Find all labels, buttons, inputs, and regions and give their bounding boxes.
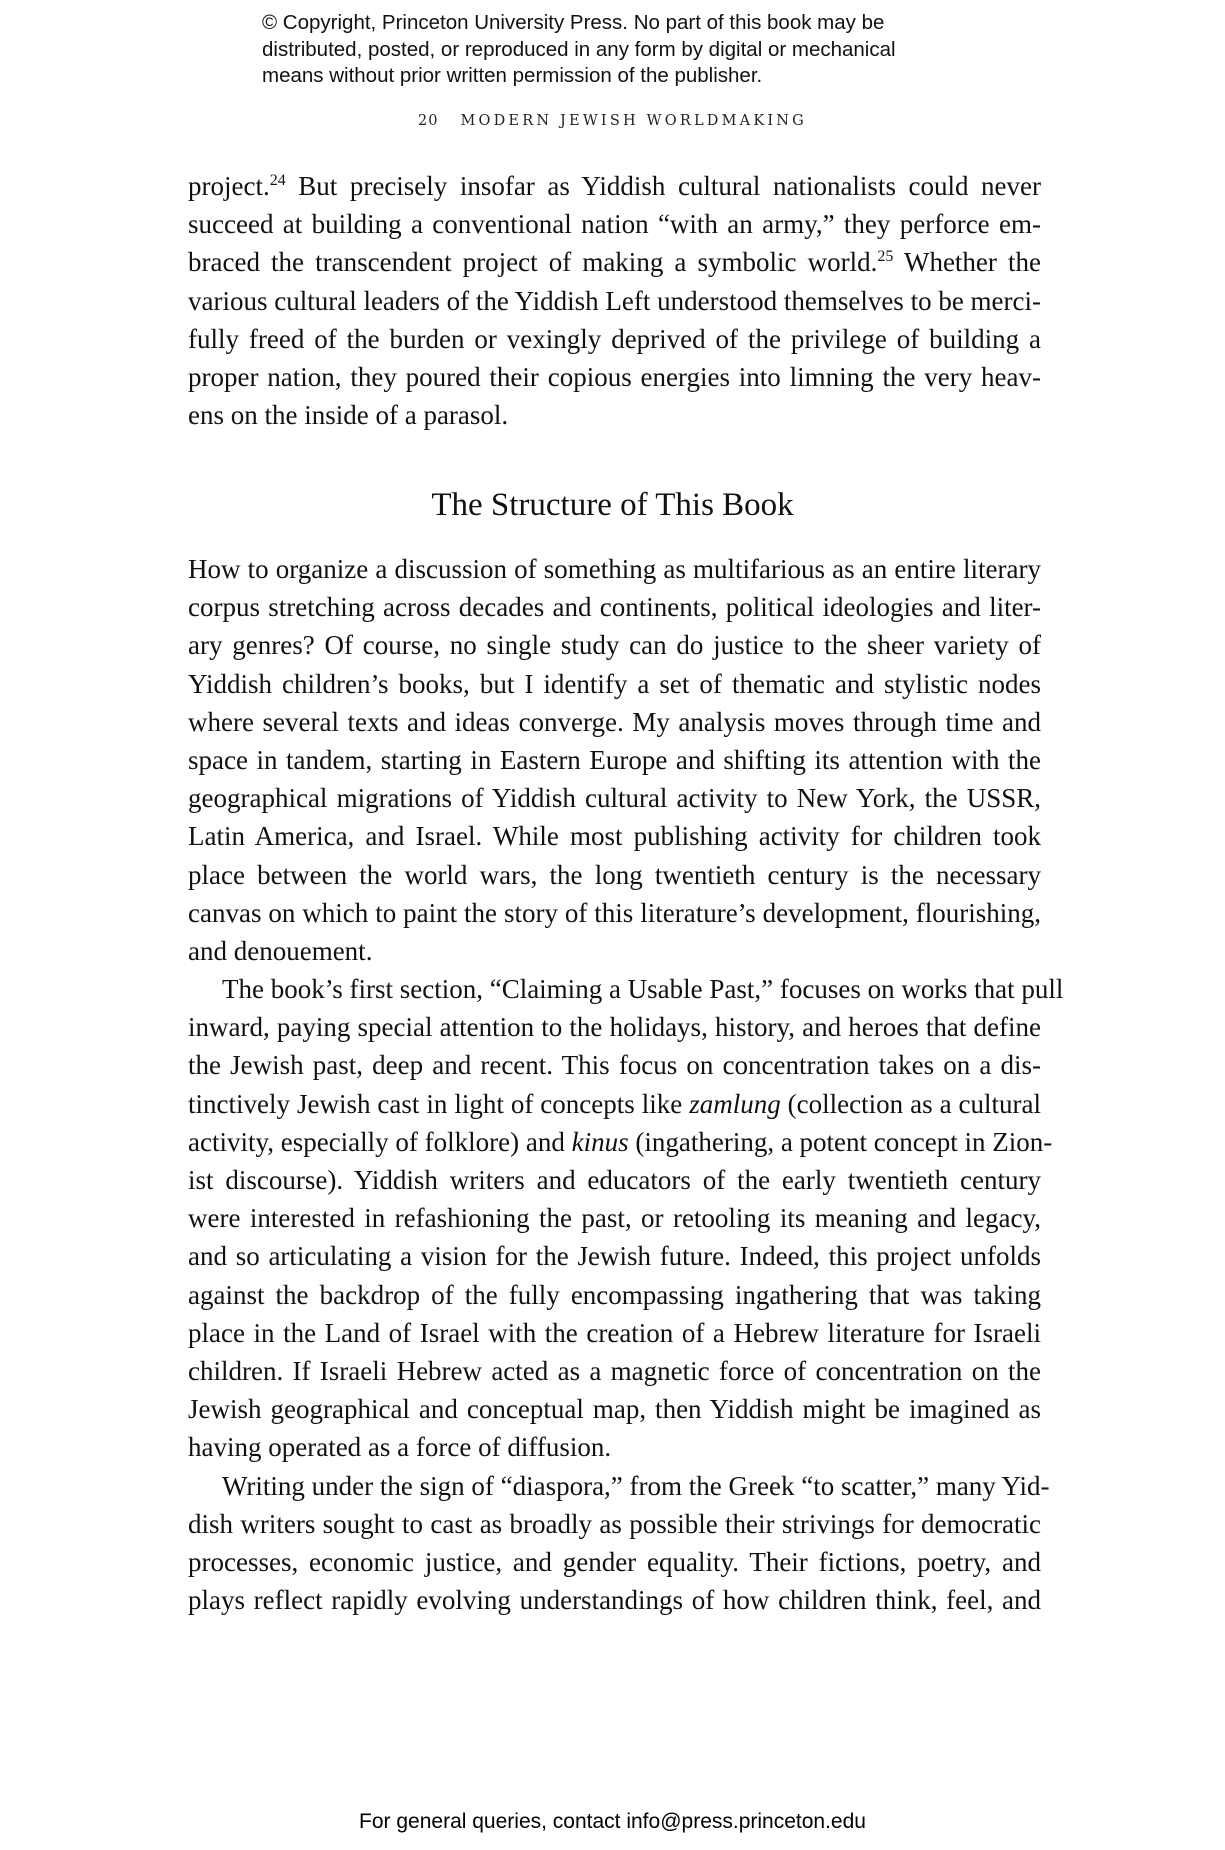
text-line: plays reflect rapidly evolving understandings of how children think, feel, and (188, 1585, 1041, 1616)
text-line: How to organize a discussion of something as multifarious as an entire literary (188, 554, 1041, 584)
text-line: the Jewish past, deep and recent. This focus on concentration takes on a dis- (188, 1050, 1041, 1081)
text-line: The book’s first section, “Claiming a Usable Past,” focuses on works that pull (222, 974, 1064, 1005)
text-line: children. If Israeli Hebrew acted as a magnetic force of concentration on the (188, 1355, 1041, 1386)
text-line: corpus stretching across decades and continents, political ideologies and liter- (188, 592, 1041, 623)
text-line: ens on the inside of a parasol. (188, 400, 509, 431)
text-line: having operated as a force of diffusion. (188, 1432, 612, 1463)
italic-term-kinus: kinus (571, 1126, 629, 1157)
text-line: succeed at building a conventional nation “with an army,” they perforce em- (188, 209, 1041, 240)
text-line: ary genres? Of course, no single study can do justice to the sheer variety of (188, 630, 1041, 661)
text-line: fully freed of the burden or vexingly deprived of the privilege of building a (188, 323, 1041, 354)
text-line: where several texts and ideas converge. My analysis moves through time and (188, 706, 1041, 737)
copyright-line: © Copyright, Princeton University Press. No part of this book may be (262, 11, 885, 34)
text-line: space in tandem, starting in Eastern Europe and shifting its attention with the (188, 744, 1041, 775)
text-line: tinctively Jewish cast in light of concepts like zamlung (collection as a cultural (188, 1088, 1041, 1119)
text-line: activity, especially of folklore) and kinus (ingathering, a potent concept in Zion- (188, 1126, 1053, 1157)
footer-contact: For general queries, contact info@press.princeton.edu (359, 1810, 866, 1833)
footnote-ref-24: 24 (269, 172, 286, 189)
text-line: place between the world wars, the long twentieth century is the necessary (188, 859, 1041, 890)
text-line: braced the transcendent project of making a symbolic world.$^{25}$ Whether the (188, 247, 1041, 278)
text-line: and denouement. (188, 935, 373, 966)
text-line: dish writers sought to cast as broadly as possible their strivings for democratic (188, 1508, 1041, 1539)
text-line: canvas on which to paint the story of this literature’s development, flourishing, (188, 897, 1041, 928)
text-line: Latin America, and Israel. While most publishing activity for children took (188, 821, 1041, 852)
text-line: Yiddish children’s books, but I identify a set of thematic and stylistic nodes (188, 668, 1041, 699)
copyright-notice (262, 10, 962, 90)
text-line: and so articulating a vision for the Jewish future. Indeed, this project unfolds (188, 1241, 1041, 1272)
text-line: geographical migrations of Yiddish cultural activity to New York, the USSR, (188, 783, 1041, 814)
text-line: processes, economic justice, and gender equality. Their fictions, poetry, and (188, 1546, 1041, 1577)
text-line: various cultural leaders of the Yiddish Left understood themselves to be merci- (188, 285, 1042, 316)
copyright-line: means without prior written permission of the publisher. (262, 64, 763, 87)
text-line: were interested in refashioning the past, or retooling its meaning and legacy, (188, 1203, 1041, 1234)
section-heading: The Structure of This Book (431, 487, 794, 523)
text-line: project.$^{24}$ But precisely insofar as Yiddish cultural nationalists could never (188, 171, 1041, 201)
text-line: ist discourse). Yiddish writers and educators of the early twentieth century (188, 1165, 1041, 1195)
book-title: MODERN JEWISH WORLDMAKING (460, 113, 807, 129)
footnote-ref-25: 25 (877, 248, 894, 266)
text-line: place in the Land of Israel with the creation of a Hebrew literature for Israeli (188, 1317, 1041, 1348)
text-line: Writing under the sign of “diaspora,” from the Greek “to scatter,” many Yid- (222, 1470, 1050, 1501)
copyright-line: distributed, posted, or reproduced in any form by digital or mechanical (262, 37, 896, 61)
text-line: inward, paying special attention to the holidays, history, and heroes that define (188, 1012, 1041, 1043)
italic-term-zamlung: zamlung (689, 1088, 781, 1119)
text-line: against the backdrop of the fully encompassing ingathering that was taking (188, 1279, 1041, 1310)
running-head (0, 113, 1225, 129)
paragraph-continued (188, 167, 1041, 434)
text-line: Jewish geographical and conceptual map, then Yiddish might be imagined as (188, 1394, 1041, 1425)
body-paragraphs (188, 550, 1064, 1619)
page-number: 20 (418, 113, 439, 129)
text-line: proper nation, they poured their copious energies into limning the very heav- (188, 361, 1041, 392)
